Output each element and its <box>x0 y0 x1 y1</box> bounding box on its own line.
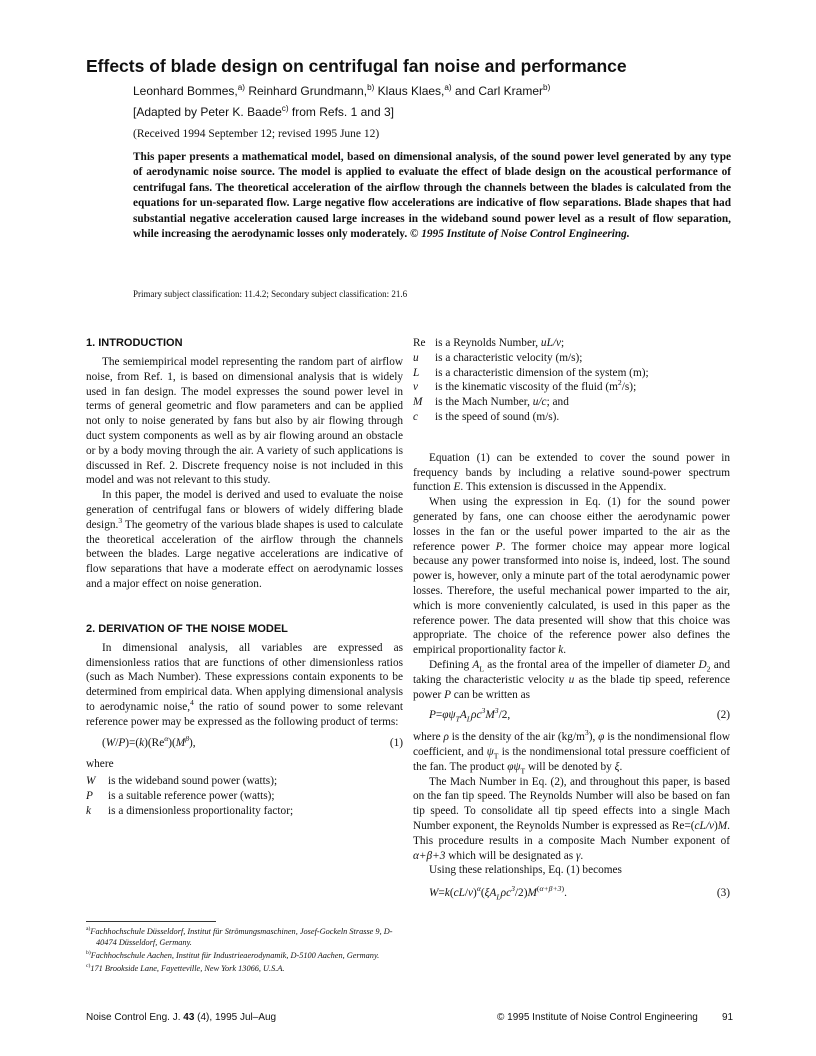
author-name: Klaus Klaes, <box>374 84 445 98</box>
symbol: M <box>413 396 423 409</box>
symbol: k <box>86 804 92 817</box>
equation-1 <box>86 733 403 751</box>
symbol: W <box>86 775 96 788</box>
equation-2 <box>413 708 730 723</box>
paragraph: In dimensional analysis, all variables are expressed as dimensionless ratios that are functions of other dimensionless ratios (such as Mach Number). These expressions contain exponents to be determined from empirical data. When applying dimensional analysis to aerodynamic noise,$^4$ the ratio of sound power to some relevant reference power may be expressed as the following product of terms: <box>86 641 403 728</box>
journal-citation: Noise Control Eng. J. 43 (4), 1995 Jul–Aug <box>86 1012 277 1023</box>
paragraph: When using the expression in Eq. (1) for the sound power generated by fans, one can choose either the aerodynamic power losses in the fan or the useful power imparted to the air as the reference power P. The former choice may appear more logical because any power transformed into noise is, indeed, lost. The sound power is, however, only a minute part of the total aerodynamic power losses. Therefore, the useful mechanical power imparted to the air, which is more conveniently calculated, is used in this paper as the reference power. The data presented will show that this choice was appropriate. The choice of the reference power also defines the empirical proportionality factor k. <box>413 496 730 657</box>
affiliation-mark: a) <box>237 83 245 92</box>
adaptation-note: [Adapted by Peter K. Baade$^{c)}$ from Refs. 1 and 3] <box>133 104 394 119</box>
paragraph: Equation (1) can be extended to cover the sound power in frequency bands by including a relative sound-power spectrum function E. This extension is discussed in the Appendix. <box>413 451 730 494</box>
definition-row: ν is the kinematic viscosity of the fluid $(m^2/s)$; <box>413 378 637 394</box>
equation-body: $(W/P)=(k)(Re^\alpha)(M^\beta)$, <box>102 733 196 749</box>
page-number: 91 <box>722 1012 734 1023</box>
definition-row: c is the speed of sound (m/s). <box>413 410 560 423</box>
footnote: $^{b)}$Fachhochschule Aachen, Institut für Industrieaerodynamik, D-5100 Aachen, Germany. <box>86 950 380 960</box>
definition-row: L is a characteristic dimension of the system (m); <box>413 366 649 379</box>
symbol: c <box>413 410 419 423</box>
footnote: $^{a)}$Fachhochschule Düsseldorf, Institut für Strömungsmaschinen, Josef-Gockeln Strasse 9, D-40474 Düsseldorf, Germany. <box>86 926 393 947</box>
received-dates: (Received 1994 September 12; revised 1995 June 12) <box>133 128 380 140</box>
footer-copyright: © 1995 Institute of Noise Control Engineering <box>497 1012 698 1023</box>
definition-row: M is the Mach Number, u/c; and <box>413 396 569 409</box>
definition-row: W is the wideband sound power (watts); <box>86 775 278 788</box>
paragraph: Using these relationships, Eq. (1) becomes <box>429 864 622 877</box>
symbol: ν <box>413 381 419 394</box>
author-name: Reinhard Grundmann, <box>245 84 368 98</box>
paragraph: Defining $A_L$ as the frontal area of the impeller of diameter $D_2$ and taking the characteristic velocity u as the blade tip speed, reference power P can be written as <box>413 658 731 701</box>
definition-row: k is a dimensionless proportionality factor; <box>86 804 294 817</box>
symbol: Re <box>413 337 426 349</box>
affiliation-mark: a) <box>444 83 452 92</box>
left-column <box>86 336 403 819</box>
footnote: $^{c)}$171 Brookside Lane, Fayetteville, New York 13066, U.S.A. <box>86 963 285 973</box>
right-column <box>413 336 730 908</box>
equation-number: (3) <box>716 887 730 900</box>
symbol: L <box>413 366 420 379</box>
symbol: P <box>86 789 93 802</box>
paper-title: Effects of blade design on centrifugal fan noise and performance <box>86 56 627 76</box>
paragraph: where ρ is the density of the air $(kg/m^3)$, φ is the nondimensional flow coefficient, and $\psi_T$ is the nondimensional total pressure coefficient of the fan. The product $\varphi\psi_T$ will be denoted by ξ. <box>413 728 730 775</box>
author-name: Leonhard Bommes, <box>133 84 238 98</box>
equation-3 <box>413 886 730 901</box>
paragraph: The semiempirical model representing the random part of airflow noise, from Ref. 1, is based on dimensional analysis that is widely used in fan design. The model expresses the sound power level in terms of general geometric and flow parameters and can be applied not only to noise generated by fans but also by air flowing through duct system components as well as by air flowing around an obstacle or by a body moving through the air. A variety of such applications is discussed in Ref. 2. Discrete frequency noise is not included in this model and was not relevant to this study. <box>86 356 403 487</box>
section-heading-introduction: 1. INTRODUCTION <box>86 337 183 349</box>
equation-body: $W=k(cL/\nu)^\alpha(\xi A_L\rho c^3/2)M^{(\alpha+\beta+3)}$. <box>429 884 567 902</box>
definition-list <box>413 336 730 425</box>
equation-body: $P=\varphi\psi_TA_L\rho c^3M^3/2$, <box>429 706 511 724</box>
definition-list <box>86 774 403 818</box>
equation-number: (1) <box>389 736 403 749</box>
footnote-rule <box>86 921 216 922</box>
affiliation-mark: b) <box>367 83 375 92</box>
abstract-copyright: © 1995 Institute of Noise Control Engineering. <box>409 228 630 241</box>
definition-row: P is a suitable reference power (watts); <box>86 789 275 802</box>
subject-classification: Primary subject classification: 11.4.2; Secondary subject classification: 21.6 <box>133 289 408 299</box>
reference-mark: 3 <box>118 516 123 525</box>
paragraph: In this paper, the model is derived and used to evaluate the noise generation of centrifugal fans or blowers of widely differing blade design.$^3$ The geometry of the various blade shapes is used to calculate the theoretical acceleration of the airflow through the channels between the blades. Large negative accelerations are indicative of flow separations that have a moderate effect on aerodynamic losses and a major effect on noise generation. <box>86 489 403 590</box>
footnotes <box>86 926 404 976</box>
symbol: u <box>413 351 419 364</box>
abstract: This paper presents a mathematical model, based on dimensional analysis, of the sound power level generated by any type of aerodynamic noise source. The model is applied to evaluate the effect of blade design on the acoustical performance of centrifugal fans. The theoretical acceleration of the airflow through the channels between the blades is calculated from the equations for un-separated flow. Large negative flow accelerations are indicative of flow separations. Blade shapes that had substantial negative acceleration caused large increases in the wideband sound power level as a result of flow separation, while increasing the aerodynamic losses only moderately. © 1995 Institute of Noise Control Engineering. <box>133 151 731 241</box>
definition-row: Re is a Reynolds Number, uL/ν; <box>413 337 565 349</box>
paragraph: The Mach Number in Eq. (2), and throughout this paper, is based on the fan tip speed. The Reynolds Number will also be based on fan tip speed. To consolidate all tip speed effects into a single Mach Number exponent, the Reynolds Number is expressed as Re=(cL/ν)M. This procedure results in a composite Mach Number exponent of α+β+3 which will be designated as γ. <box>413 775 730 862</box>
definition-row: u is a characteristic velocity (m/s); <box>413 351 583 364</box>
affiliation-mark: b) <box>543 83 551 92</box>
author-name: and Carl Kramer <box>451 84 544 98</box>
affiliation-mark: c) <box>281 104 289 113</box>
reference-mark: 4 <box>190 698 194 708</box>
section-heading-derivation: 2. DERIVATION OF THE NOISE MODEL <box>86 622 288 635</box>
author-list <box>133 83 550 100</box>
equation-number: (2) <box>716 709 730 722</box>
where-label: where <box>86 758 114 771</box>
